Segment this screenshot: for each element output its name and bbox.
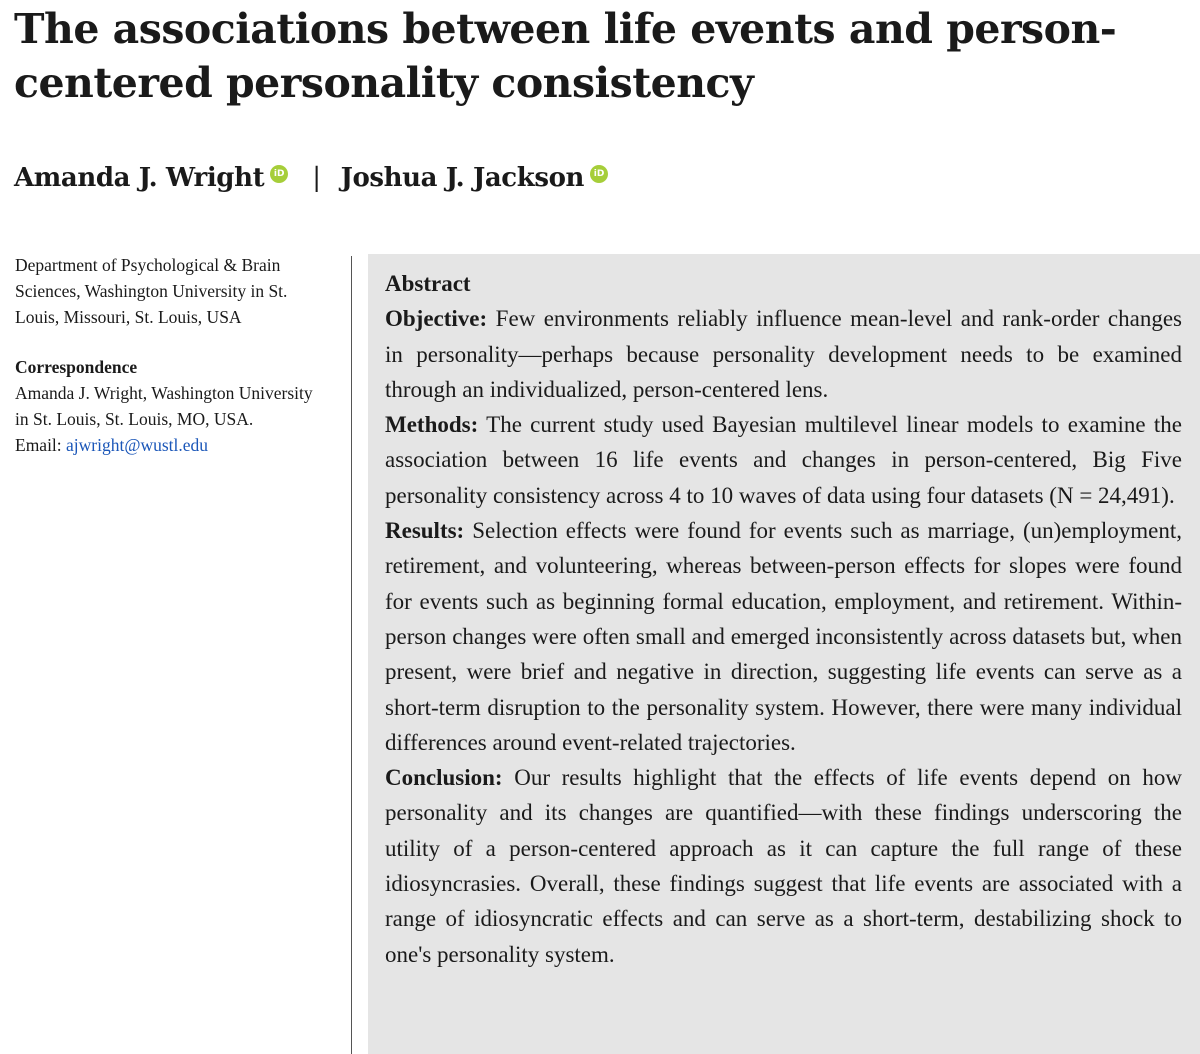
objective-label: Objective:: [385, 306, 488, 332]
results-label: Results:: [385, 518, 465, 544]
correspondence-heading: Correspondence: [15, 357, 138, 377]
methods-sample-size: (N = 24,491).: [1049, 482, 1175, 508]
abstract-objective: [385, 301, 1182, 407]
abstract-methods: [385, 407, 1182, 513]
email-label: Email:: [15, 435, 62, 455]
abstract-conclusion: [385, 760, 1182, 972]
abstract-box: [368, 254, 1200, 1054]
author-name[interactable]: Amanda J. Wright: [14, 163, 265, 193]
author-list: [14, 160, 608, 196]
column-divider: [351, 256, 352, 1054]
methods-text: The current study used Bayesian multilevel linear models to examine the association between 16 life events and changes in person-centered, Big Five personality consistency across 4 to 10 waves of data using four datasets: [385, 412, 1182, 508]
orcid-icon[interactable]: iD: [270, 165, 288, 183]
affiliation-block: [15, 252, 325, 458]
objective-text: Few environments reliably influence mean-level and rank-order changes in personality—perhaps because personality development needs to be examined through an individualized, person-centered lens.: [385, 306, 1183, 402]
correspondence-address: Amanda J. Wright, Washington University in St. Louis, St. Louis, MO, USA.: [15, 383, 313, 429]
orcid-icon[interactable]: iD: [590, 165, 608, 183]
conclusion-label: Conclusion:: [385, 765, 503, 791]
abstract-heading: Abstract: [385, 271, 471, 296]
email-line: [15, 432, 325, 458]
results-text: Selection effects were found for events such as marriage, (un)employment, retirement, and volunteering, whereas between-person effects for slopes were found for events such as beginning formal education, employment, and retirement. Within-person changes were often small and emerged inconsistently across datasets but, when present, were brief and negative in direction, suggesting life events can serve as a short-term disruption to the personality system. However, there were many individual differences around event-related trajectories.: [385, 518, 1183, 755]
conclusion-text: Our results highlight that the effects of life events depend on how personality and its changes are quantified—with these findings underscoring the utility of a person-centered approach as it can capture the full range of these idiosyncrasies. Overall, these findings suggest that life events are associated with a range of idiosyncratic effects and can serve as a short-term, destabilizing shock to one's personality system.: [385, 765, 1182, 967]
abstract-text: [385, 266, 1182, 972]
author-separator: |: [312, 163, 321, 193]
methods-label: Methods:: [385, 412, 479, 438]
article-title: The associations between life events and person-centered personality consistency: [14, 5, 1117, 107]
email-link[interactable]: ajwright@wustl.edu: [66, 435, 209, 455]
affiliation: Department of Psychological & Brain Sciences, Washington University in St. Louis, Missouri, St. Louis, USA: [15, 255, 288, 327]
author-name[interactable]: Joshua J. Jackson: [340, 163, 585, 193]
abstract-results: [385, 513, 1182, 760]
